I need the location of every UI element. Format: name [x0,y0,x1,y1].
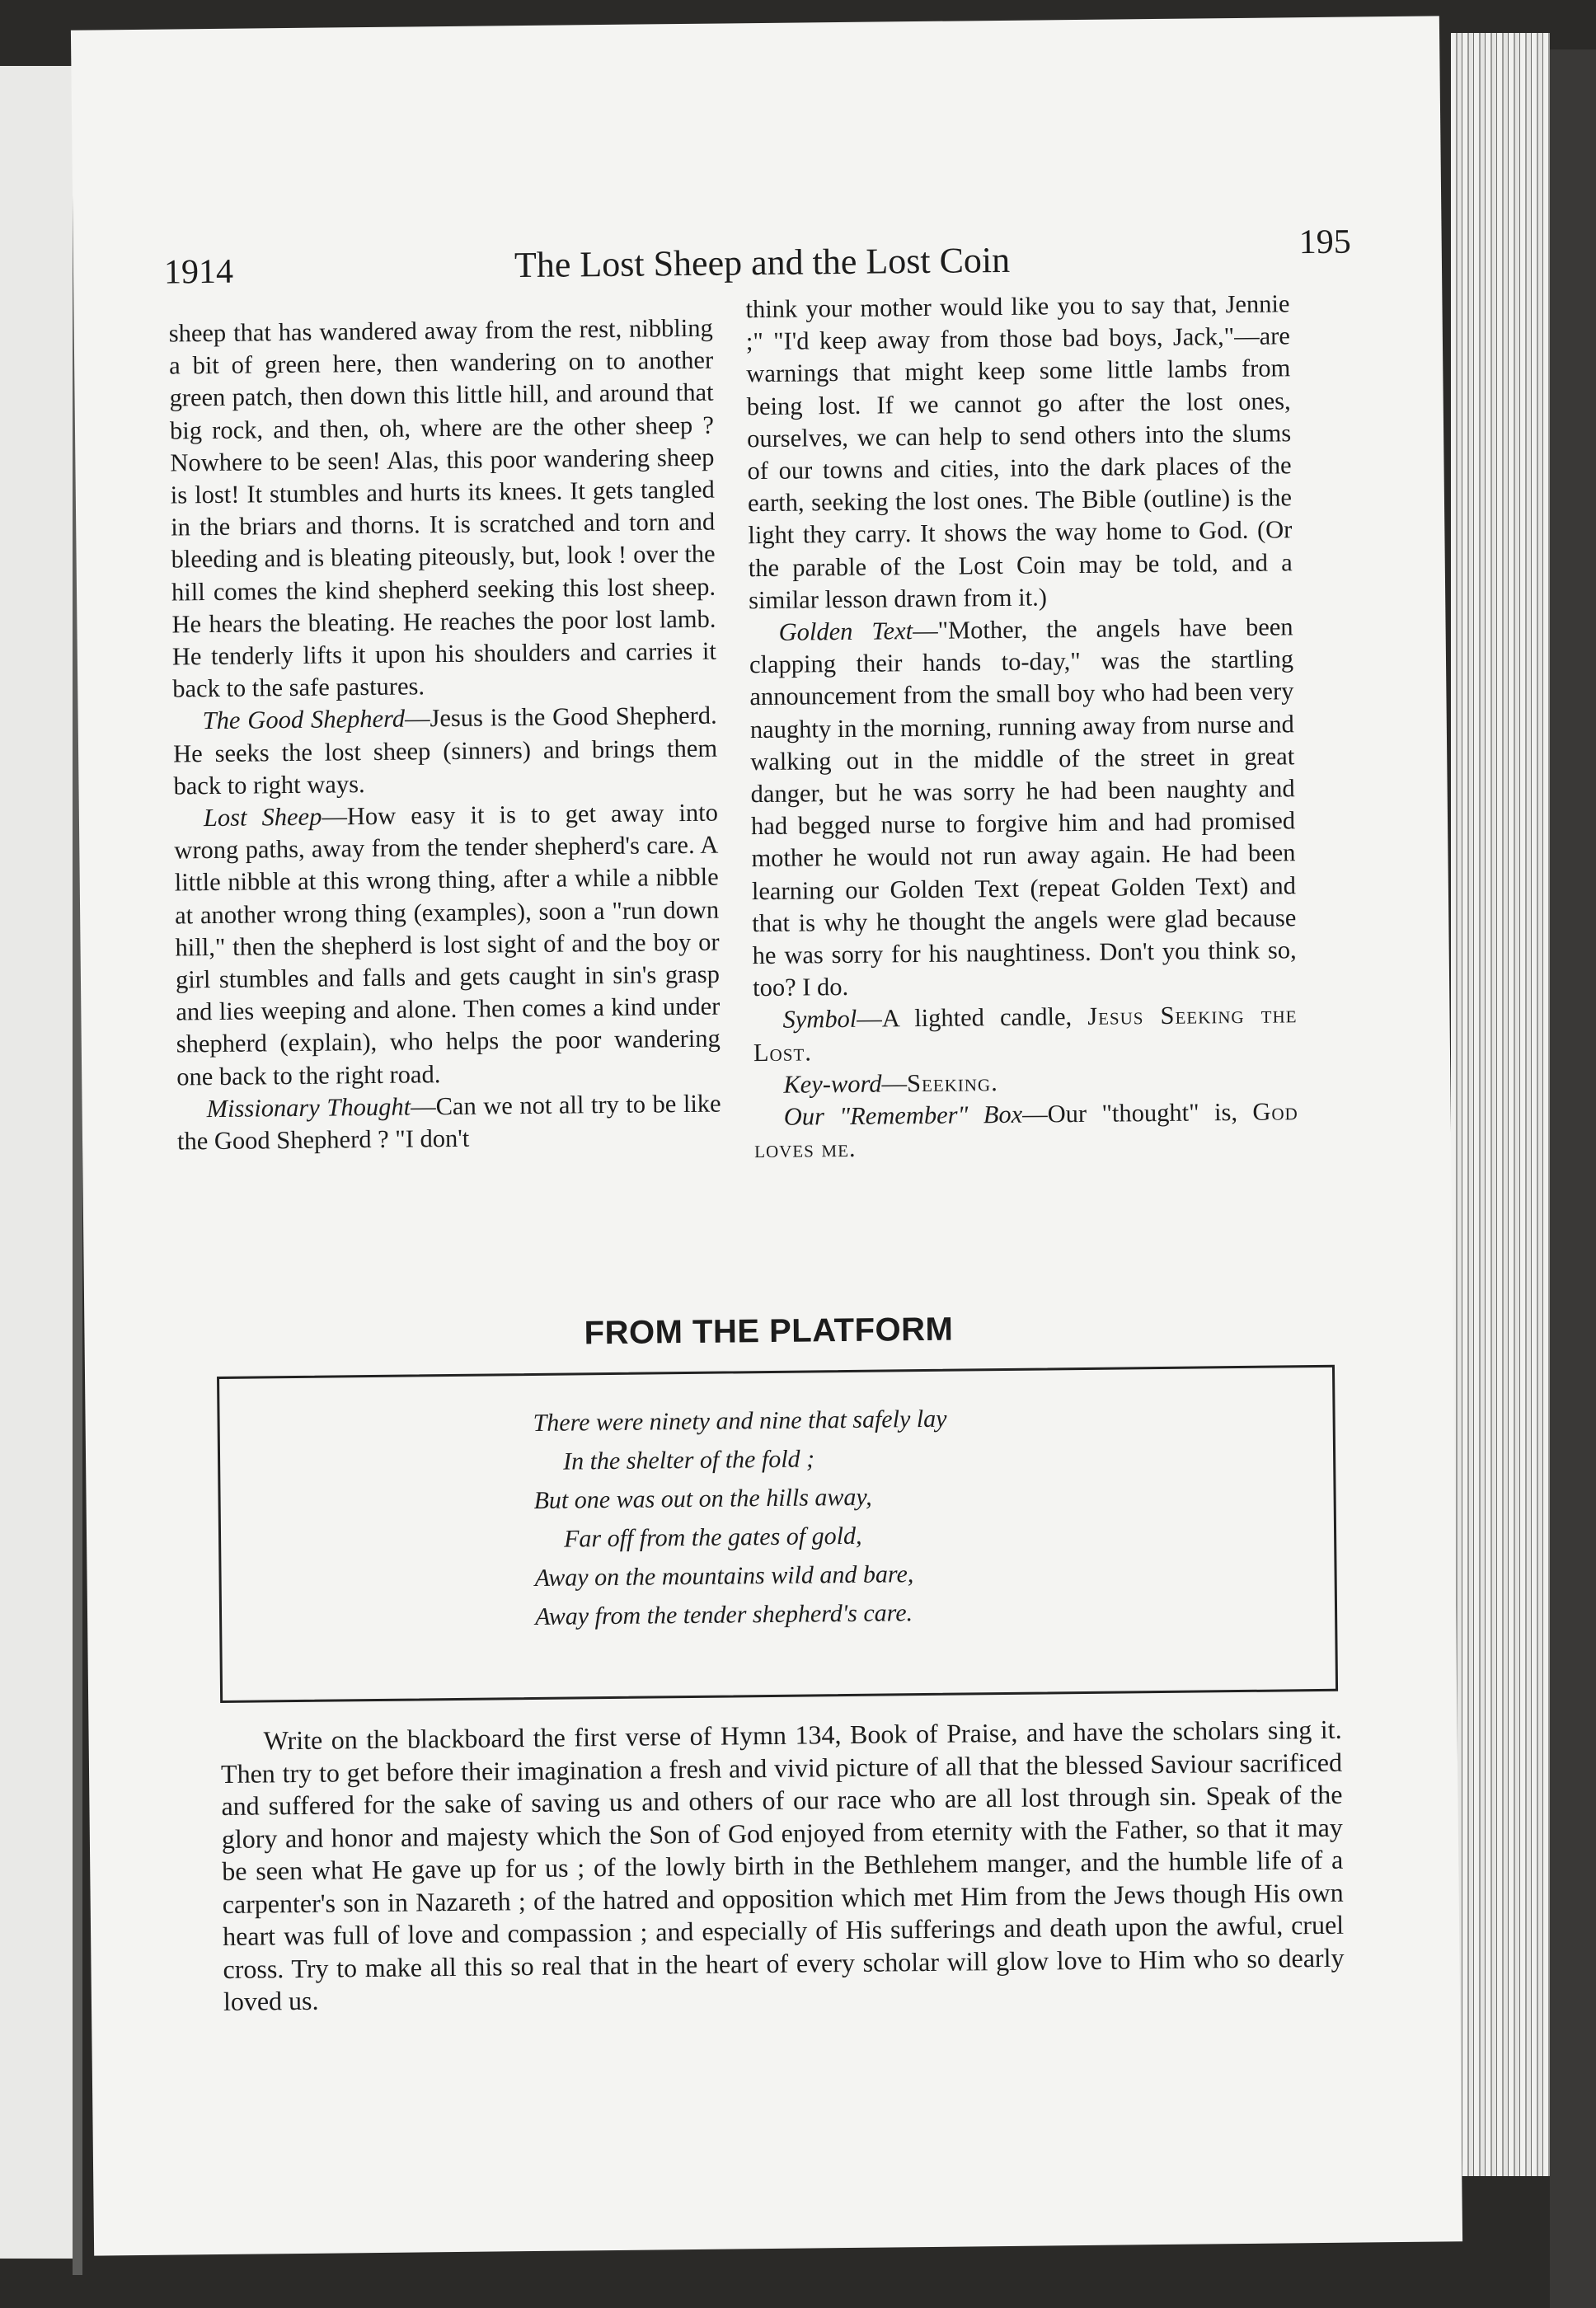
symbol-caps: Jesus Seeking the Lost. [753,1000,1298,1067]
good-shepherd-label: The Good Shepherd [202,705,406,735]
missionary-thought-text: —Can we not all try to be like the Good Shepherd ? "I don't [176,1089,721,1156]
paragraph-golden-text [749,611,1297,1004]
left-column [169,312,722,1158]
symbol-text: —A lighted candle, [857,1002,1088,1034]
paragraph-continued: think your mother would like you to say that, Jennie ;" "I'd keep away from those bad boys, Jack,"—are warnings that might keep some little lambs from being lost. If we cannot go after the lost ones, ourselves, we can help to send others into the slums of our towns and cities, into the dark places of the earth, seeking the lost ones. The Bible (outline) is the light they carry. It shows the way home to God. (Or the parable of the Lost Coin may be told, and a similar lesson drawn from it.) [745,289,1293,615]
closing-paragraph: Write on the blackboard the first verse of Hymn 134, Book of Praise, and have the scholars sing it. Then try to get before their imagination a fresh and vivid picture of all that the blessed Saviour sacrificed and suffered for the sake of saving us and others of our race who are all lost through sin. Speak of the glory and honor and majesty which the Son of God enjoyed from eternity with the Father, so that it may be seen what He gave up for us ; of the lowly birth in the Bethlehem manger, and the humble life of a carpenter's son in Nazareth ; of the hatred and opposition which met Him from the Jews though His own heart was full of love and compassion ; and especially of His sufferings and death upon the awful, cruel cross. Try to make all this so real that in the heart of every scholar will glow love to Him who so dearly loved us. [220,1714,1345,2016]
remember-box-text: —Our "thought" is, [1021,1097,1253,1128]
book-page [71,16,1462,2255]
poem-line-6: Away from the tender shepherd's care. [534,1599,913,1630]
paragraph-missionary-thought [176,1087,721,1157]
remember-box-label: Our "Remember" Box [783,1100,1023,1131]
golden-text-body: —"Mother, the angels have been clapping their hands to-day," was the startling announcement from the small boy who had been very naughty in the morning, running away from nurse and walking out in the middle of the street in great danger, but he was sorry he had been naughty and had begged nurse to forgive him and had promised mother he would not run away again. He had been learning our Golden Text (repeat Golden Text) and that is why he thought the angels were glad because he was sorry for his naughtiness. Don't you think so, too? I do. [749,612,1297,1002]
right-column [745,288,1298,1166]
paragraph-remember-box [754,1095,1299,1166]
platform-heading: FROM THE PLATFORM [584,1311,954,1352]
poem-line-5: Away on the mountains wild and bare, [534,1560,914,1592]
key-word-dash: — [881,1069,908,1098]
paragraph-key-word [753,1063,1298,1101]
poem [533,1398,1112,1636]
poem-box [217,1365,1338,1703]
paragraph-lost-sheep [174,797,721,1094]
facing-page-edge [0,66,76,2259]
key-word-caps: Seeking. [906,1067,998,1098]
poem-line-1: There were ninety and nine that safely lay [533,1405,947,1437]
running-head-title: The Lost Sheep and the Lost Coin [514,239,1011,286]
golden-text-label: Golden Text [778,617,913,646]
missionary-thought-label: Missionary Thought [206,1092,411,1123]
paragraph-lost-sheep-story: sheep that has wandered away from the rest, nibbling a bit of green here, then wandering on to another green patch, then down this little hill, and around that big rock, and then, oh, where are the other sheep ? Nowhere to be seen! Alas, this poor wandering sheep is lost! It stumbles and hurts its knees. It gets tangled in the briars and thorns. It is scratched and torn and bleeding and is bleating piteously, but, look ! over the hill comes the kind shepherd seeking this lost sheep. He hears the bleating. He reaches the poor lost lamb. He tenderly lifts it upon his shoulders and carries it back to the safe pastures. [168,313,717,703]
book-cover-edge [1550,49,1596,2308]
running-head [163,211,1351,298]
remember-box-caps: God loves me. [753,1097,1298,1164]
poem-line-2: In the shelter of the fold ; [562,1445,815,1475]
running-head-year: 1914 [163,252,234,292]
page-number: 195 [1298,223,1351,262]
poem-line-4: Far off from the gates of gold, [563,1522,862,1553]
good-shepherd-text: —Jesus is the Good Shepherd. He seeks the lost sheep (sinners) and brings them back to right ways. [172,701,718,800]
page-stack-edges [1451,33,1550,2176]
poem-line-3: But one was out on the hills away, [533,1483,872,1514]
paragraph-symbol [753,999,1298,1069]
paragraph-good-shepherd [172,700,717,803]
key-word-label: Key-word [783,1069,882,1099]
lost-sheep-label: Lost Sheep [203,802,322,833]
lost-sheep-text: —How easy it is to get away into wrong paths, away from the tender shepherd's care. A little nibble at this wrong thing, after a while a nibble at another wrong thing (examples), soon a "run down hill," then the shepherd is lost sight of and the boy or girl stumbles and falls and gets caught in sin's grasp and lies weeping and alone. Then comes a kind under shepherd (explain), who helps the poor wandering one back to the right road. [174,798,721,1091]
symbol-label: Symbol [782,1005,857,1034]
closing-section [220,1714,1345,2019]
